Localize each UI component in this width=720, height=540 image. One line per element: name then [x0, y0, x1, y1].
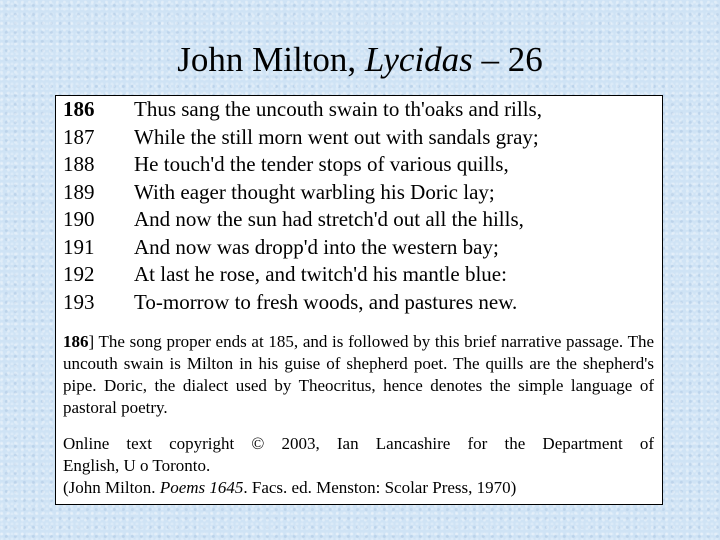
line-number: 191 [63, 234, 95, 259]
line-number: 186 [63, 97, 95, 121]
poem-line [63, 96, 655, 124]
line-text: Thus sang the uncouth swain to th'oaks and rills, [134, 97, 542, 121]
citation-prefix: (John Milton. [63, 478, 160, 497]
line-number: 190 [63, 207, 95, 231]
poem-line [63, 151, 655, 179]
citation-title: Poems 1645 [159, 478, 244, 497]
poem-line [63, 124, 655, 152]
copyright-line: Online text copyright © 2003, Ian Lancashire for the Department of [63, 434, 654, 453]
line-text: While the still morn went out with sandals gray; [134, 124, 539, 149]
note-text: ] The song proper ends at 185, and is followed by this brief narrative passage. The uncouth swain is Milton in his guise of shepherd poet. The quills are the shepherd's pipe. Doric, the dialect used by Theocritus, hence denotes the simple language of pastoral poetry. [63, 332, 654, 417]
note-reference: 186 [63, 332, 89, 351]
line-text: He touch'd the tender stops of various quills, [134, 152, 509, 176]
source-citation [63, 477, 654, 499]
copyright-notice [63, 433, 654, 499]
line-text: At last he rose, and twitch'd his mantle blue: [134, 262, 507, 286]
line-number: 187 [63, 124, 95, 149]
line-number: 192 [63, 262, 95, 286]
line-text: To-morrow to fresh woods, and pastures new. [134, 289, 518, 314]
line-number: 189 [63, 179, 95, 204]
line-text: And now the sun had stretch'd out all the hills, [134, 207, 524, 231]
poem-line [63, 206, 655, 234]
title-page-number: – 26 [472, 40, 543, 79]
title-work: Lycidas [364, 40, 473, 79]
poem-line [63, 234, 655, 262]
poem-line [63, 261, 655, 289]
poem-line [63, 179, 655, 207]
line-text: With eager thought warbling his Doric lay; [134, 179, 495, 204]
title-author: John Milton, [177, 40, 365, 79]
poem-lines [63, 96, 655, 318]
citation-suffix: . Facs. ed. Menston: Scolar Press, 1970) [243, 478, 517, 497]
line-number: 193 [63, 289, 95, 314]
copyright-line: English, U o Toronto. [63, 456, 211, 475]
line-number: 188 [63, 152, 95, 176]
line-text: And now was dropp'd into the western bay; [134, 234, 499, 259]
page-title [0, 38, 720, 82]
annotation-note [63, 331, 654, 419]
content-panel [55, 95, 663, 505]
poem-line [63, 289, 655, 317]
